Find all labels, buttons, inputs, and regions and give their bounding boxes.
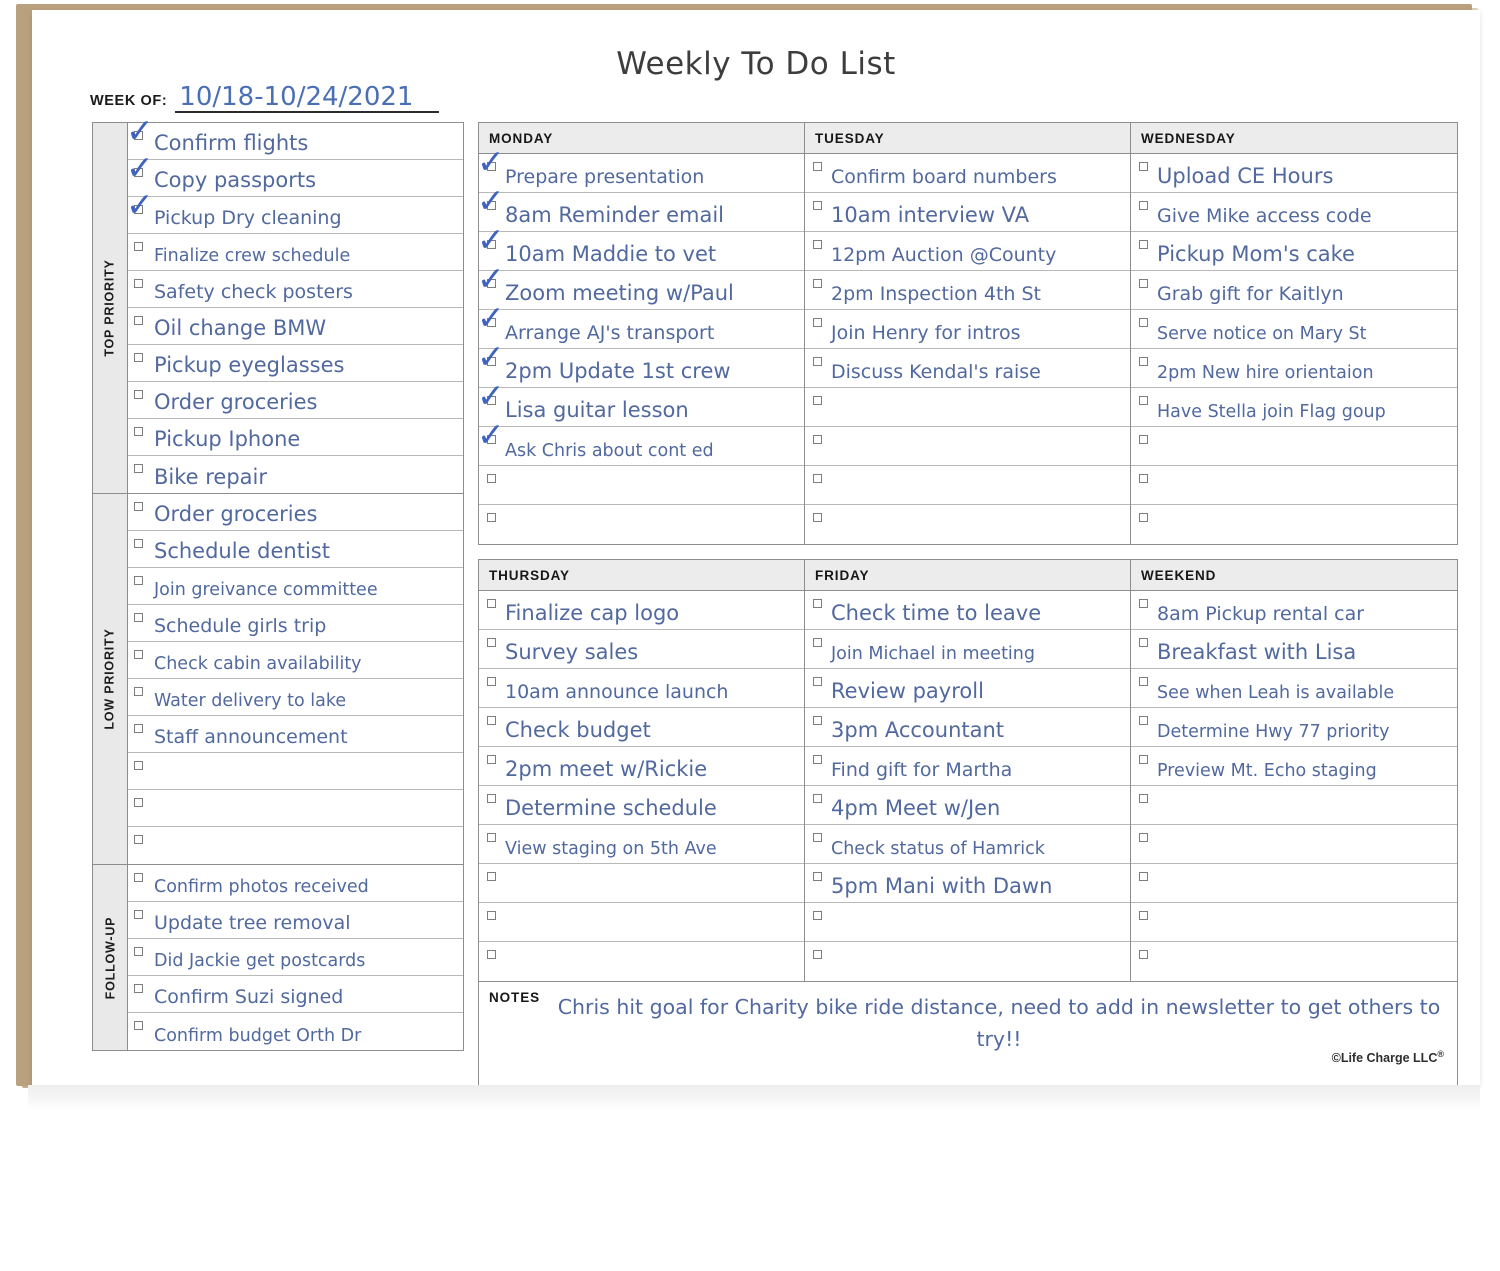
checkbox-icon[interactable] xyxy=(487,513,496,522)
checkbox-icon[interactable] xyxy=(134,798,143,807)
task-row[interactable] xyxy=(805,630,1130,669)
task-text: 10am announce launch xyxy=(505,681,729,703)
notes-text[interactable]: Chris hit goal for Charity bike ride distance, need to add in newsletter to get others to try!! xyxy=(557,995,1441,1051)
checkbox-icon[interactable] xyxy=(487,677,496,686)
checkbox-icon[interactable] xyxy=(134,464,143,473)
task-text: Pickup eyeglasses xyxy=(154,353,345,377)
task-text: Lisa guitar lesson xyxy=(505,398,689,422)
task-row[interactable] xyxy=(1131,154,1457,193)
task-row[interactable] xyxy=(479,505,804,544)
task-text: Did Jackie get postcards xyxy=(154,951,366,971)
task-row[interactable] xyxy=(128,382,463,419)
checkbox-icon[interactable] xyxy=(487,755,496,764)
task-row[interactable] xyxy=(477,415,804,466)
task-text: 2pm meet w/Rickie xyxy=(505,757,708,781)
checkbox-icon[interactable] xyxy=(487,950,496,959)
task-row[interactable] xyxy=(128,308,463,345)
task-row[interactable] xyxy=(128,1013,463,1050)
task-row[interactable] xyxy=(128,976,463,1013)
checkbox-icon[interactable] xyxy=(134,873,143,882)
checkbox-icon[interactable] xyxy=(813,435,822,444)
task-row[interactable] xyxy=(805,505,1130,544)
task-text: Prepare presentation xyxy=(505,166,705,188)
section-label-text: FOLLOW-UP xyxy=(103,916,118,999)
task-row[interactable] xyxy=(479,786,804,825)
checkbox-icon[interactable] xyxy=(487,833,496,842)
task-text: Confirm flights xyxy=(154,131,309,155)
task-text: Staff announcement xyxy=(154,726,348,748)
task-row[interactable] xyxy=(805,349,1130,388)
task-row[interactable] xyxy=(126,111,463,160)
task-row[interactable] xyxy=(128,419,463,456)
checkbox-icon[interactable] xyxy=(487,716,496,725)
checkbox-icon[interactable] xyxy=(134,539,143,548)
checkbox-icon[interactable] xyxy=(1139,755,1148,764)
task-text: Serve notice on Mary St xyxy=(1157,324,1367,344)
task-row[interactable] xyxy=(128,605,463,642)
checkbox-icon[interactable] xyxy=(134,613,143,622)
task-row[interactable] xyxy=(805,232,1130,271)
task-row[interactable] xyxy=(805,427,1130,466)
checkmark-icon: ✓ xyxy=(477,220,505,259)
task-row[interactable] xyxy=(128,939,463,976)
task-row[interactable] xyxy=(128,271,463,308)
checkbox-icon[interactable] xyxy=(813,240,822,249)
task-row[interactable] xyxy=(479,591,804,630)
task-text: 12pm Auction @County xyxy=(831,244,1057,266)
task-row[interactable] xyxy=(479,708,804,747)
checkbox-icon[interactable] xyxy=(134,984,143,993)
checkbox-icon[interactable] xyxy=(813,396,822,405)
task-row[interactable] xyxy=(1131,232,1457,271)
priority-section xyxy=(93,111,463,494)
task-text: Determine schedule xyxy=(505,796,717,820)
task-text: Join Michael in meeting xyxy=(831,644,1035,664)
checkbox-icon[interactable] xyxy=(1139,513,1148,522)
task-text: Water delivery to lake xyxy=(154,691,347,711)
task-row[interactable] xyxy=(805,193,1130,232)
checkbox-icon[interactable] xyxy=(134,910,143,919)
day-header: WEDNESDAY xyxy=(1131,123,1457,154)
task-text: Confirm board numbers xyxy=(831,166,1057,188)
task-row[interactable] xyxy=(477,298,804,349)
checkmark-icon: ✓ xyxy=(477,376,505,415)
day-grid-top xyxy=(478,122,1458,545)
board-gloss xyxy=(28,1085,1480,1111)
task-row[interactable] xyxy=(479,669,804,708)
checkbox-icon[interactable] xyxy=(813,950,822,959)
task-row[interactable] xyxy=(805,864,1130,903)
section-label xyxy=(93,123,128,493)
checkmark-icon: ✓ xyxy=(477,415,505,454)
task-row[interactable] xyxy=(1131,271,1457,310)
checkbox-icon[interactable] xyxy=(813,755,822,764)
task-text: 4pm Meet w/Jen xyxy=(831,796,1001,820)
task-text: View staging on 5th Ave xyxy=(505,839,717,859)
task-row[interactable] xyxy=(128,827,463,864)
registered-symbol: ® xyxy=(1437,1048,1444,1059)
task-text: Safety check posters xyxy=(154,281,353,303)
day-column xyxy=(479,123,805,544)
section-label-text: TOP PRIORITY xyxy=(103,259,118,357)
checkbox-icon[interactable] xyxy=(1139,162,1148,171)
day-column xyxy=(1131,560,1457,981)
task-text: Survey sales xyxy=(505,640,639,664)
checkbox-icon[interactable] xyxy=(1139,833,1148,842)
task-row[interactable] xyxy=(128,679,463,716)
task-row[interactable] xyxy=(1131,825,1457,864)
day-header: TUESDAY xyxy=(805,123,1130,154)
task-text: 10am interview VA xyxy=(831,203,1030,227)
checkbox-icon[interactable] xyxy=(813,201,822,210)
task-row[interactable] xyxy=(1131,466,1457,505)
task-row[interactable] xyxy=(1131,903,1457,942)
task-row[interactable] xyxy=(805,591,1130,630)
task-row[interactable] xyxy=(477,376,804,427)
task-text: Check status of Hamrick xyxy=(831,839,1045,859)
task-text: 3pm Accountant xyxy=(831,718,1005,742)
task-row[interactable] xyxy=(1131,669,1457,708)
checkbox-icon[interactable] xyxy=(1139,950,1148,959)
board-face xyxy=(32,10,1480,1085)
task-text: Confirm budget Orth Dr xyxy=(154,1026,362,1046)
task-text: Pickup Dry cleaning xyxy=(154,207,342,229)
task-row[interactable] xyxy=(128,716,463,753)
checkbox-icon[interactable] xyxy=(813,279,822,288)
task-row[interactable] xyxy=(805,669,1130,708)
week-of-field[interactable] xyxy=(90,84,439,113)
task-text: Find gift for Martha xyxy=(831,759,1013,781)
copyright-symbol: © xyxy=(1331,1051,1341,1065)
checkbox-icon[interactable] xyxy=(134,353,143,362)
task-row[interactable] xyxy=(128,456,463,493)
task-text: 2pm New hire orientaion xyxy=(1157,363,1374,383)
section-rows xyxy=(126,111,463,493)
task-row[interactable] xyxy=(477,259,804,310)
task-row[interactable] xyxy=(805,708,1130,747)
checkbox-icon[interactable] xyxy=(134,835,143,844)
task-text: Schedule girls trip xyxy=(154,615,327,637)
task-row[interactable] xyxy=(805,154,1130,193)
checkbox-icon[interactable] xyxy=(1139,240,1148,249)
task-row[interactable] xyxy=(128,568,463,605)
checkbox-icon[interactable] xyxy=(813,716,822,725)
grid-spacer xyxy=(478,545,1458,559)
task-text: Bike repair xyxy=(154,465,268,489)
task-row[interactable] xyxy=(128,345,463,382)
task-text: Check cabin availability xyxy=(154,654,362,674)
notes-label: NOTES xyxy=(489,990,541,1005)
task-text: 10am Maddie to vet xyxy=(505,242,717,266)
checkmark-icon: ✓ xyxy=(126,148,154,187)
day-header: MONDAY xyxy=(479,123,804,154)
task-row[interactable] xyxy=(1131,388,1457,427)
brand-name: Life Charge LLC xyxy=(1340,1051,1438,1065)
task-row[interactable] xyxy=(1131,942,1457,981)
section-rows xyxy=(128,494,463,864)
task-row[interactable] xyxy=(805,466,1130,505)
task-row[interactable] xyxy=(479,747,804,786)
checkbox-icon[interactable] xyxy=(134,576,143,585)
checkmark-icon: ✓ xyxy=(477,298,505,337)
checkbox-icon[interactable] xyxy=(1139,599,1148,608)
task-text: 5pm Mani with Dawn xyxy=(831,874,1053,898)
checkbox-icon[interactable] xyxy=(1139,279,1148,288)
checkbox-icon[interactable] xyxy=(1139,638,1148,647)
task-text: Update tree removal xyxy=(154,912,351,934)
notes-section[interactable] xyxy=(478,982,1458,1090)
checkbox-icon[interactable] xyxy=(134,390,143,399)
week-of-value[interactable]: 10/18-10/24/2021 xyxy=(175,84,439,113)
task-row[interactable] xyxy=(479,466,804,505)
task-row[interactable] xyxy=(1131,864,1457,903)
task-text: Join greivance committee xyxy=(154,580,378,600)
task-row[interactable] xyxy=(805,942,1130,981)
section-rows xyxy=(128,865,463,1050)
task-text: Give Mike access code xyxy=(1157,205,1372,227)
task-row[interactable] xyxy=(805,271,1130,310)
task-text: Join Henry for intros xyxy=(831,322,1021,344)
checkbox-icon[interactable] xyxy=(813,677,822,686)
task-text: Grab gift for Kaitlyn xyxy=(1157,283,1344,305)
task-row[interactable] xyxy=(479,864,804,903)
task-row[interactable] xyxy=(1131,591,1457,630)
checkbox-icon[interactable] xyxy=(134,502,143,511)
checkbox-icon[interactable] xyxy=(487,599,496,608)
task-row[interactable] xyxy=(1131,747,1457,786)
task-text: Discuss Kendal's raise xyxy=(831,361,1041,383)
checkbox-icon[interactable] xyxy=(134,947,143,956)
checkbox-icon[interactable] xyxy=(134,724,143,733)
task-text: Confirm photos received xyxy=(154,877,369,897)
task-row[interactable] xyxy=(128,790,463,827)
task-row[interactable] xyxy=(128,494,463,531)
task-text: Pickup Iphone xyxy=(154,427,301,451)
task-row[interactable] xyxy=(479,942,804,981)
task-row[interactable] xyxy=(1131,427,1457,466)
task-row[interactable] xyxy=(477,337,804,388)
checkmark-icon: ✓ xyxy=(477,259,505,298)
task-row[interactable] xyxy=(479,903,804,942)
checkbox-icon[interactable] xyxy=(487,872,496,881)
task-text: Finalize cap logo xyxy=(505,601,680,625)
checkbox-icon[interactable] xyxy=(813,794,822,803)
checkbox-icon[interactable] xyxy=(1139,794,1148,803)
task-row[interactable] xyxy=(479,825,804,864)
checkbox-icon[interactable] xyxy=(134,761,143,770)
checkbox-icon[interactable] xyxy=(813,357,822,366)
week-of-label: WEEK OF: xyxy=(90,93,168,110)
task-text: 8am Pickup rental car xyxy=(1157,603,1365,625)
task-row[interactable] xyxy=(479,630,804,669)
task-text: Ask Chris about cont ed xyxy=(505,441,714,461)
checkmark-icon: ✓ xyxy=(126,185,154,224)
section-label xyxy=(93,494,128,864)
task-row[interactable] xyxy=(805,786,1130,825)
checkbox-icon[interactable] xyxy=(813,599,822,608)
checkbox-icon[interactable] xyxy=(134,687,143,696)
checkbox-icon[interactable] xyxy=(487,911,496,920)
checkbox-icon[interactable] xyxy=(813,474,822,483)
task-row[interactable] xyxy=(128,531,463,568)
checkbox-icon[interactable] xyxy=(813,911,822,920)
task-row[interactable] xyxy=(128,902,463,939)
task-row[interactable] xyxy=(1131,708,1457,747)
checkmark-icon: ✓ xyxy=(477,337,505,376)
day-column xyxy=(1131,123,1457,544)
task-row[interactable] xyxy=(1131,630,1457,669)
task-text: Oil change BMW xyxy=(154,316,327,340)
checkbox-icon[interactable] xyxy=(487,638,496,647)
priority-section xyxy=(93,494,463,865)
task-text: Schedule dentist xyxy=(154,539,330,563)
checkbox-icon[interactable] xyxy=(1139,396,1148,405)
task-row[interactable] xyxy=(805,903,1130,942)
task-text: 8am Reminder email xyxy=(505,203,725,227)
checkbox-icon[interactable] xyxy=(813,833,822,842)
checkbox-icon[interactable] xyxy=(134,316,143,325)
section-label-text: LOW PRIORITY xyxy=(103,628,118,730)
checkbox-icon[interactable] xyxy=(134,650,143,659)
task-row[interactable] xyxy=(126,185,463,234)
task-text: Zoom meeting w/Paul xyxy=(505,281,734,305)
brand-mark xyxy=(1332,1049,1444,1065)
task-text: Confirm Suzi signed xyxy=(154,986,344,1008)
checkbox-icon[interactable] xyxy=(134,242,143,251)
checkbox-icon[interactable] xyxy=(1139,474,1148,483)
checkbox-icon[interactable] xyxy=(813,318,822,327)
task-text: Pickup Mom's cake xyxy=(1157,242,1355,266)
task-row[interactable] xyxy=(128,642,463,679)
day-header: THURSDAY xyxy=(479,560,804,591)
task-row[interactable] xyxy=(477,181,804,232)
task-text: See when Leah is available xyxy=(1157,683,1395,703)
checkbox-icon[interactable] xyxy=(813,638,822,647)
task-row[interactable] xyxy=(477,142,804,193)
checkbox-icon[interactable] xyxy=(1139,318,1148,327)
day-header: WEEKEND xyxy=(1131,560,1457,591)
task-text: Order groceries xyxy=(154,390,318,414)
task-row[interactable] xyxy=(1131,193,1457,232)
task-row[interactable] xyxy=(477,220,804,271)
priority-section xyxy=(93,865,463,1050)
task-text: Determine Hwy 77 priority xyxy=(1157,722,1390,742)
day-column xyxy=(805,123,1131,544)
task-row[interactable] xyxy=(805,388,1130,427)
checkbox-icon[interactable] xyxy=(1139,716,1148,725)
task-row[interactable] xyxy=(805,310,1130,349)
task-row[interactable] xyxy=(805,825,1130,864)
task-text: 2pm Inspection 4th St xyxy=(831,283,1042,305)
section-label xyxy=(93,865,128,1050)
task-row[interactable] xyxy=(128,865,463,902)
task-row[interactable] xyxy=(805,747,1130,786)
day-column xyxy=(805,560,1131,981)
checkmark-icon: ✓ xyxy=(477,181,505,220)
checkbox-icon[interactable] xyxy=(1139,911,1148,920)
checkbox-icon[interactable] xyxy=(134,427,143,436)
checkbox-icon[interactable] xyxy=(134,1021,143,1030)
task-text: 2pm Update 1st crew xyxy=(505,359,731,383)
day-column xyxy=(479,560,805,981)
task-text: Breakfast with Lisa xyxy=(1157,640,1357,664)
checkbox-icon[interactable] xyxy=(487,474,496,483)
task-text: Have Stella join Flag goup xyxy=(1157,402,1386,422)
task-text: Check time to leave xyxy=(831,601,1042,625)
checkbox-icon[interactable] xyxy=(813,162,822,171)
task-text: Review payroll xyxy=(831,679,984,703)
task-row[interactable] xyxy=(1131,349,1457,388)
checkmark-icon: ✓ xyxy=(126,111,154,150)
day-header: FRIDAY xyxy=(805,560,1130,591)
task-text: Upload CE Hours xyxy=(1157,164,1334,188)
day-grid-bottom xyxy=(478,559,1458,982)
task-row[interactable] xyxy=(1131,505,1457,544)
checkbox-icon[interactable] xyxy=(487,794,496,803)
day-grid-panel xyxy=(478,122,1458,1090)
task-row[interactable] xyxy=(126,148,463,197)
task-text: Order groceries xyxy=(154,502,318,526)
checkbox-icon[interactable] xyxy=(1139,435,1148,444)
checkbox-icon[interactable] xyxy=(1139,201,1148,210)
task-row[interactable] xyxy=(128,753,463,790)
priority-panel xyxy=(92,111,464,1051)
page-title: Weekly To Do List xyxy=(616,46,896,82)
task-row[interactable] xyxy=(1131,310,1457,349)
checkbox-icon[interactable] xyxy=(1139,357,1148,366)
task-row[interactable] xyxy=(1131,786,1457,825)
checkmark-icon: ✓ xyxy=(477,142,505,181)
task-text: Preview Mt. Echo staging xyxy=(1157,761,1377,781)
task-text: Copy passports xyxy=(154,168,317,192)
checkbox-icon[interactable] xyxy=(813,513,822,522)
checkbox-icon[interactable] xyxy=(813,872,822,881)
task-text: Check budget xyxy=(505,718,651,742)
task-text: Arrange AJ's transport xyxy=(505,322,715,344)
checkbox-icon[interactable] xyxy=(134,279,143,288)
checkbox-icon[interactable] xyxy=(1139,677,1148,686)
task-text: Finalize crew schedule xyxy=(154,246,351,266)
task-row[interactable] xyxy=(128,234,463,271)
checkbox-icon[interactable] xyxy=(1139,872,1148,881)
